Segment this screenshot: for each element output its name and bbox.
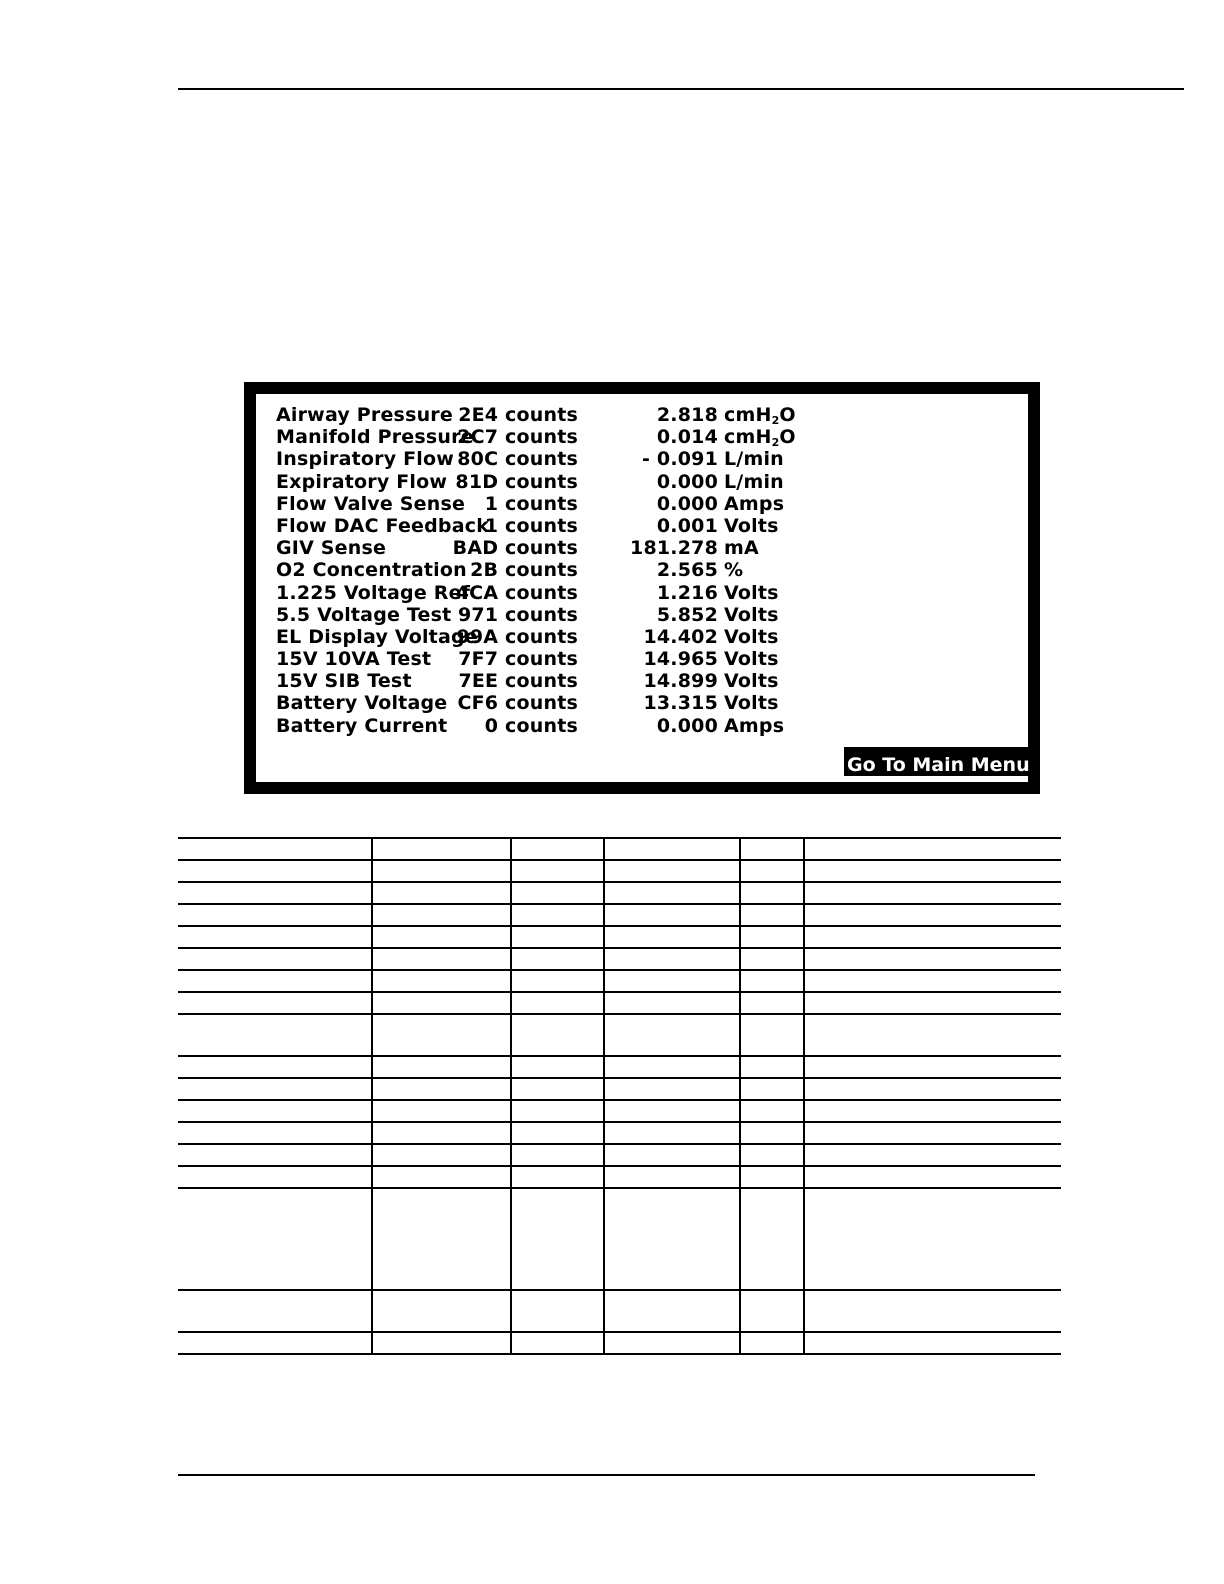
readout-counts: 0 counts — [484, 714, 578, 737]
readout-label: Battery Voltage — [276, 692, 448, 715]
readout-row — [276, 559, 836, 581]
readout-counts: 4CA counts — [455, 581, 578, 604]
unit-main: Volts — [724, 603, 779, 626]
readout-counts: 1 counts — [484, 514, 578, 537]
unit-main: Volts — [724, 648, 779, 671]
readout-value: - 0.091 — [642, 448, 718, 471]
table-row — [178, 1078, 1061, 1100]
readout-row — [276, 604, 836, 626]
unit-sub: 2 — [771, 436, 780, 450]
readout-unit — [724, 692, 779, 714]
table-row — [178, 1332, 1061, 1354]
readout-value: 0.001 — [656, 514, 718, 537]
readout-counts: 2B counts — [470, 559, 578, 582]
readout-counts: 2C7 counts — [457, 426, 578, 449]
readout-unit — [724, 537, 759, 559]
table-row — [178, 1014, 1061, 1056]
table-row — [178, 926, 1061, 948]
readout-list — [276, 404, 836, 737]
readout-label: Airway Pressure — [276, 404, 453, 426]
footer-rule — [178, 1474, 1035, 1476]
unit-tail: O — [779, 426, 796, 449]
readout-counts: 80C counts — [457, 448, 578, 471]
readout-value: 0.000 — [656, 492, 718, 515]
readout-unit — [724, 515, 779, 537]
readout-counts: 2E4 counts — [458, 404, 578, 426]
go-to-main-menu-button[interactable]: Go To Main Menu — [844, 747, 1034, 776]
unit-sub: 2 — [771, 414, 780, 427]
readout-unit — [724, 493, 784, 515]
readout-unit — [724, 648, 779, 670]
readout-counts: CF6 counts — [457, 692, 578, 715]
readout-label: 1.225 Voltage Ref — [276, 581, 471, 604]
readout-counts: 99A counts — [456, 625, 578, 648]
table-row — [178, 1290, 1061, 1332]
table-row — [178, 1100, 1061, 1122]
readout-unit — [724, 670, 779, 692]
table-row — [178, 838, 1061, 860]
table-row — [178, 1056, 1061, 1078]
table-row — [178, 904, 1061, 926]
readout-value: 0.014 — [656, 426, 718, 449]
readout-label: Inspiratory Flow — [276, 448, 455, 471]
readout-value: 14.965 — [643, 648, 718, 671]
readout-label: 15V SIB Test — [276, 670, 412, 693]
readout-row — [276, 493, 836, 515]
readout-counts: 7EE counts — [458, 670, 578, 693]
readout-counts: 1 counts — [484, 492, 578, 515]
readout-value: 0.000 — [656, 470, 718, 493]
table-row — [178, 1122, 1061, 1144]
table-row — [178, 882, 1061, 904]
readout-row — [276, 626, 836, 648]
readout-value: 14.899 — [643, 670, 718, 693]
readout-counts: 81D counts — [455, 470, 578, 493]
table-row — [178, 1166, 1061, 1188]
readout-value: 2.818 — [656, 404, 718, 426]
readout-label: Manifold Pressure — [276, 426, 474, 449]
unit-main: Amps — [724, 492, 785, 515]
readout-unit — [724, 559, 743, 581]
readout-label: 5.5 Voltage Test — [276, 603, 452, 626]
readout-row — [276, 537, 836, 559]
readout-unit — [724, 626, 779, 648]
readout-unit — [724, 582, 779, 604]
readout-unit — [724, 426, 796, 448]
table-row — [178, 860, 1061, 882]
readout-value: 181.278 — [630, 537, 718, 560]
readout-label: Flow Valve Sense — [276, 492, 466, 515]
reference-table — [178, 837, 1061, 1355]
readout-value: 5.852 — [656, 603, 718, 626]
readout-counts: 7F7 counts — [458, 648, 578, 671]
table-row — [178, 948, 1061, 970]
readout-value: 13.315 — [643, 692, 718, 715]
unit-main: Volts — [724, 670, 779, 693]
header-rule — [178, 88, 1184, 90]
readout-unit — [724, 471, 784, 493]
diagnostic-screen — [244, 382, 1040, 794]
unit-main: Volts — [724, 625, 779, 648]
readout-row — [276, 471, 836, 493]
readout-value: 14.402 — [643, 625, 718, 648]
table-row — [178, 992, 1061, 1014]
readout-row — [276, 448, 836, 470]
readout-label: O2 Concentration — [276, 559, 467, 582]
readout-counts: BAD counts — [452, 537, 578, 560]
unit-main: Volts — [724, 514, 779, 537]
readout-row — [276, 648, 836, 670]
table-row — [178, 970, 1061, 992]
readout-label: Battery Current — [276, 714, 448, 737]
unit-main: mA — [724, 537, 759, 560]
readout-unit — [724, 448, 784, 470]
unit-main: Volts — [724, 692, 779, 715]
readout-label: Flow DAC Feedback — [276, 514, 490, 537]
unit-tail: O — [779, 404, 796, 426]
table-row — [178, 1144, 1061, 1166]
readout-unit — [724, 604, 779, 626]
readout-label: 15V 10VA Test — [276, 648, 432, 671]
unit-main: % — [724, 559, 744, 582]
readout-row — [276, 404, 836, 426]
readout-row — [276, 692, 836, 714]
table-row — [178, 1188, 1061, 1290]
unit-main: cmH — [724, 404, 772, 426]
readout-row — [276, 670, 836, 692]
unit-main: Volts — [724, 581, 779, 604]
readout-row — [276, 715, 836, 737]
readout-value: 0.000 — [656, 714, 718, 737]
readout-label: Expiratory Flow — [276, 470, 448, 493]
readout-row — [276, 426, 836, 448]
unit-main: cmH — [724, 426, 772, 449]
readout-label: EL Display Voltage — [276, 625, 478, 648]
unit-main: L/min — [724, 470, 784, 493]
readout-row — [276, 515, 836, 537]
readout-value: 1.216 — [656, 581, 718, 604]
unit-main: Amps — [724, 714, 785, 737]
readout-unit — [724, 404, 796, 426]
readout-row — [276, 582, 836, 604]
readout-label: GIV Sense — [276, 537, 387, 560]
readout-counts: 971 counts — [457, 603, 578, 626]
readout-unit — [724, 715, 784, 737]
unit-main: L/min — [724, 448, 784, 471]
readout-value: 2.565 — [656, 559, 718, 582]
